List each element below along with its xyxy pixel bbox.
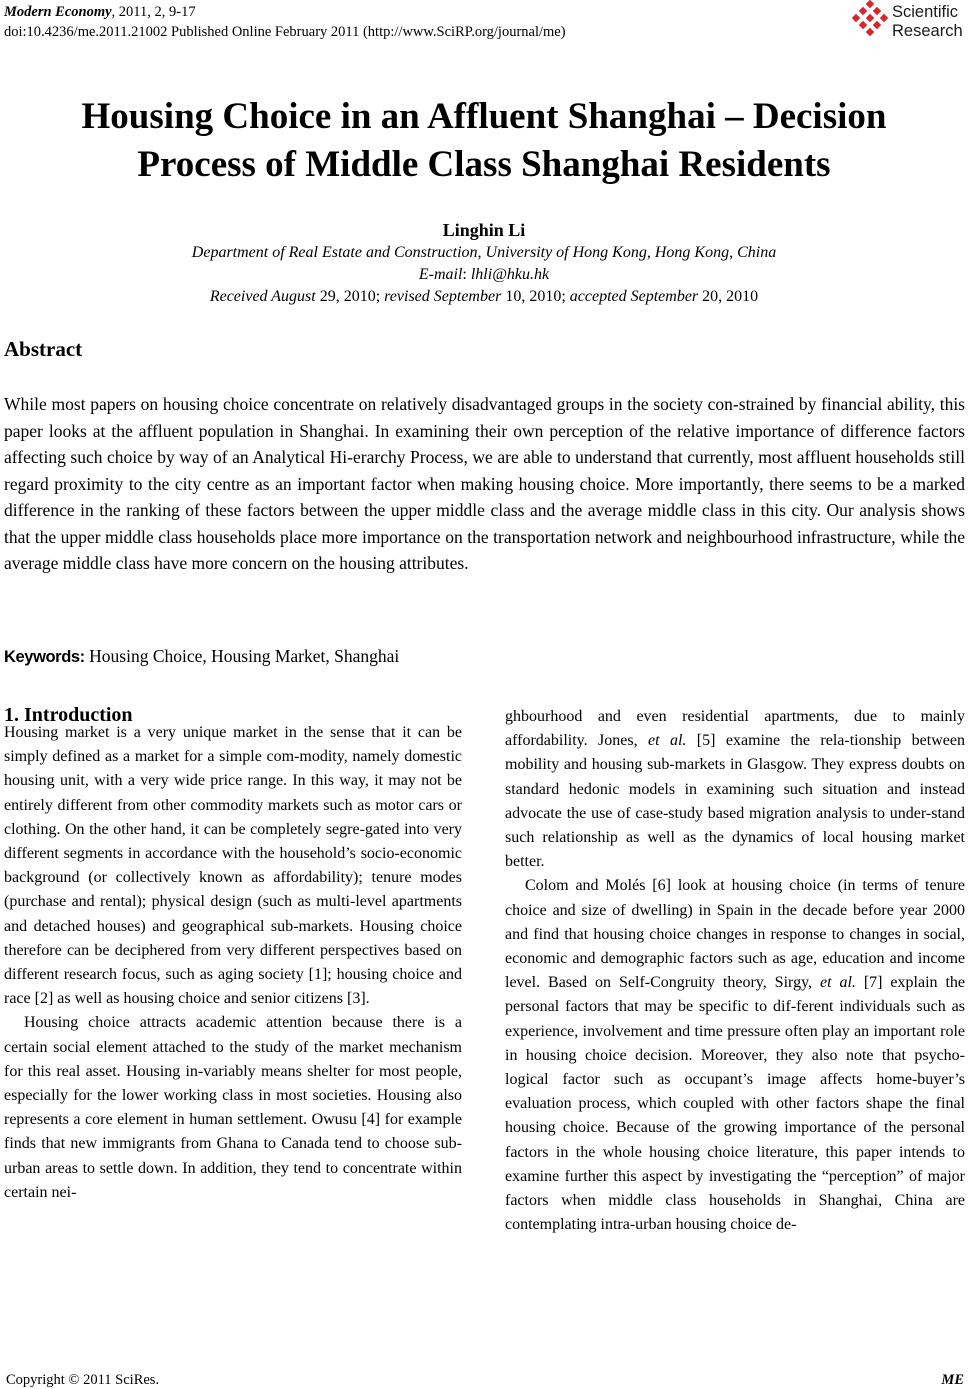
paragraph-4-text-b: [7] explain the personal factors that may be specific to dif-ferent individuals such as experience, involvement and time pressure often play an important role in housing choice decision. Moreover, they also note that psycho-logical factor such as occupant’s image affects home-buyer’s evaluation process, which coupled with other factors shape the final housing choice. Because of the growing importance of the personal factors in the whole housing choice literature, this paper intends to examine further this aspect by investigating the “perception” of major factors when middle class households in Shanghai, China are contemplating intra-urban housing choice de- bbox=[505, 974, 966, 1234]
author-affiliation: Department of Real Estate and Construction, University of Hong Kong, Hong Kong, China bbox=[191, 244, 777, 261]
right-column bbox=[505, 705, 965, 1237]
intro-paragraph-4 bbox=[505, 874, 965, 1237]
author-name: Linghin Li bbox=[442, 220, 526, 240]
journal-citation bbox=[4, 3, 196, 21]
revised-date: 10, 2010; bbox=[501, 288, 570, 305]
title-line-2: Process of Middle Class Shanghai Residents bbox=[137, 144, 831, 185]
journal-name: Modern Economy bbox=[4, 4, 112, 20]
email-address: lhli@hku.hk bbox=[470, 266, 550, 283]
paper-title bbox=[0, 93, 968, 189]
paragraph-3-text-b: [5] examine the rela-tionship between mobility and housing sub-markets in Glasgow. They express doubts on standard hedonic models in examining such situation and instead advocate the use of case-study based migration analysis to under-stand such relationship as well as the dynamics of local housing market better. bbox=[505, 732, 965, 871]
email-separator: : bbox=[462, 266, 471, 283]
left-column bbox=[4, 721, 462, 1205]
paragraph-3-text-a: ghbourhood and even residential apartments, due to mainly affordability. Jones, bbox=[505, 708, 965, 750]
scientific-research-logo bbox=[848, 0, 968, 44]
logo-line-2: Research bbox=[892, 22, 963, 40]
footer-journal-abbr: ME bbox=[941, 1372, 964, 1388]
intro-paragraph-1: Housing market is a very unique market in the sense that it can be simply defined as a market for a simple com-modity, namely domestic housing unit, with a very wide price range. In this way, it may not be entirely different from other commodity markets such as motor cars or clothing. On the other hand, it can be completely segre-gated into very different segments in accordance with the household’s socio-economic background (or collectively known as affordability); tenure modes (purchase and rental); physical design (such as multi-level apartments and detached houses) and geographical sub-markets. Housing choice therefore can be deciphered from very different perspectives based on different research focus, such as aging society [1]; housing choice and race [2] as well as housing choice and senior citizens [3]. bbox=[4, 724, 462, 1008]
received-date: 29, 2010; bbox=[315, 288, 385, 305]
abstract-text: While most papers on housing choice concentrate on relatively disadvantaged groups in the society con-strained by financial ability, this paper looks at the affluent population in Shanghai. In examining their own perception of the relative importance of difference factors affecting such choice by way of an Analytical Hi-erarchy Process, we are able to understand that currently, most affluent households still regard proximity to the city centre as an important factor when making housing choice. More importantly, there seems to be a marked difference in the ranking of these factors between the upper middle class and the average middle class in this city. Our analysis shows that the upper middle class households place more importance on the transportation network and neighbourhood infrastructure, while the average middle class have more concern on the housing attributes. bbox=[4, 394, 965, 573]
section-heading-introduction: 1. Introduction bbox=[4, 704, 133, 726]
intro-paragraph-3 bbox=[505, 705, 965, 874]
footer-copyright: Copyright © 2011 SciRes. bbox=[6, 1372, 160, 1388]
abstract-heading: Abstract bbox=[4, 337, 83, 361]
paragraph-4-text-a: Colom and Molés [6] look at housing choice (in terms of tenure choice and size of dwelling) in Spain in the decade before year 2000 and find that housing choice changes in response to changes in social, economic and demographic factors such as age, education and income level. Based on Self-Congruity theory, Sirgy, bbox=[505, 877, 965, 992]
keywords-text: Housing Choice, Housing Market, Shanghai bbox=[84, 646, 400, 666]
author-email bbox=[0, 264, 968, 286]
keywords-label: Keywords: bbox=[4, 648, 85, 666]
email-label: E-mail bbox=[418, 266, 463, 283]
intro-paragraph-2: Housing choice attracts academic attention because there is a certain social element attached to the study of the market mechanism for this real asset. Housing in-variably means shelter for most people, especially for the lower working class in most societies. Housing also represents a core element in human settlement. Owusu [4] for example finds that new immigrants from Ghana to Canada tend to choose sub-urban areas to settle down. In addition, they tend to concentrate within certain nei- bbox=[4, 1014, 462, 1201]
title-line-1: Housing Choice in an Affluent Shanghai – Decision bbox=[81, 96, 887, 137]
logo-text bbox=[892, 3, 963, 41]
received-label: Received August bbox=[209, 288, 316, 305]
logo-line-1: Scientific bbox=[892, 3, 959, 21]
journal-issue: , 2011, 2, 9-17 bbox=[111, 4, 196, 20]
logo-diamond-icon bbox=[848, 0, 892, 44]
submission-dates bbox=[0, 286, 968, 308]
accepted-date: 20, 2010 bbox=[698, 288, 759, 305]
et-al-italic: et al. bbox=[819, 974, 856, 992]
keywords bbox=[4, 644, 399, 669]
et-al-italic: et al. bbox=[648, 732, 687, 750]
revised-label: revised September bbox=[384, 288, 502, 305]
doi-line: doi:10.4236/me.2011.21002 Published Online February 2011 (http://www.SciRP.org/journal/me) bbox=[4, 24, 566, 40]
accepted-label: accepted September bbox=[569, 288, 699, 305]
